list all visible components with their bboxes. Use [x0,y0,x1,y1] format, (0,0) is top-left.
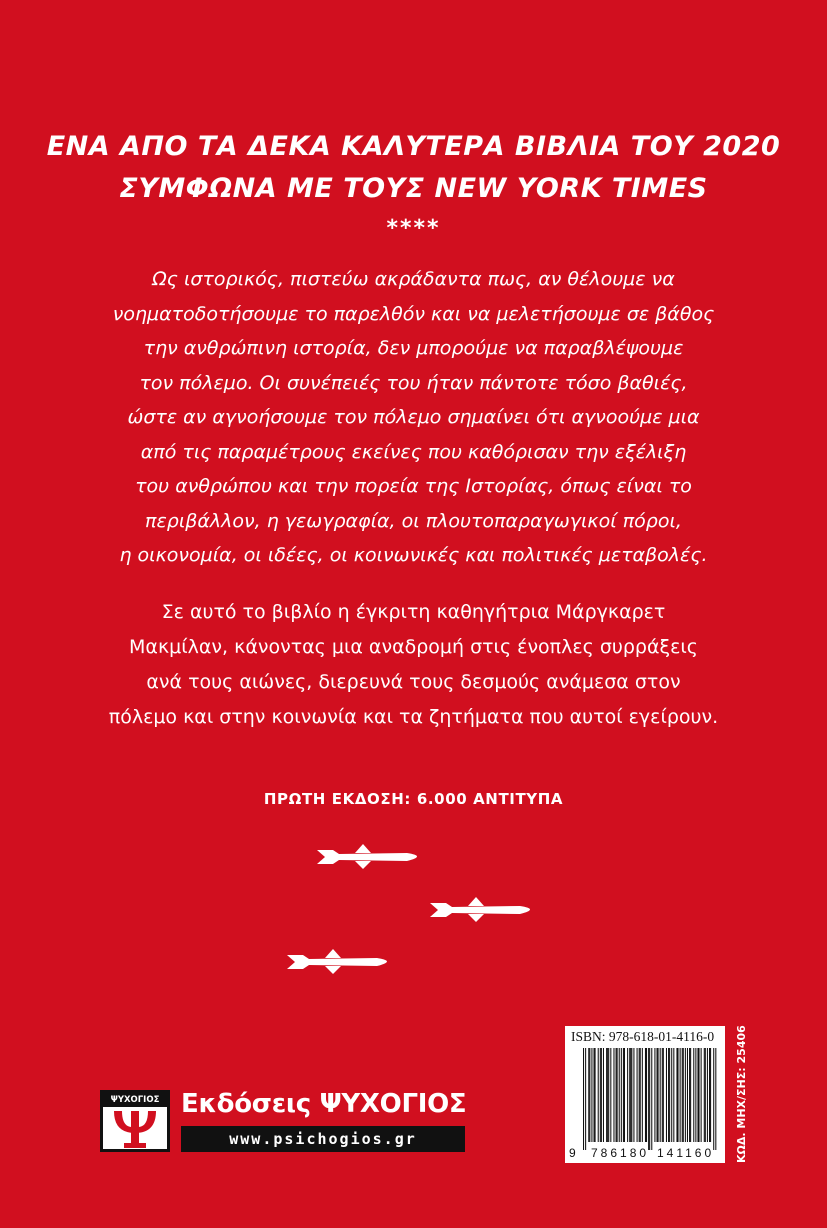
barcode-bar [633,1048,634,1142]
description-line: ανά τους αιώνες, διερευνά τους δεσμούς ανάμεσα στον [146,671,681,693]
quote-line: του ανθρώπου και την πορεία της Ιστορίας, όπως είναι το [135,475,692,497]
barcode-bar [713,1048,714,1150]
barcode-bar [646,1048,647,1142]
missile-icon [315,840,430,872]
barcode-bar [682,1048,683,1142]
description-line: Σε αυτό το βιβλίο η έγκριτη καθηγήτρια Μάργκαρετ [161,601,666,623]
barcode-bar [639,1048,640,1142]
barcode-bar [598,1048,599,1142]
barcode-bar [663,1048,664,1142]
barcode-bar [701,1048,702,1142]
barcode-bar [637,1048,638,1142]
barcode-bar [595,1048,596,1142]
author-quote [60,262,767,573]
missile-icon [428,893,543,925]
barcode-bar [640,1048,641,1142]
barcode-bar [678,1048,679,1142]
barcode-bar [648,1048,649,1150]
barcode-bar [631,1048,632,1142]
isbn-label: ISBN: 978-618-01-4116-0 [571,1029,715,1044]
barcode-bar [630,1048,631,1142]
barcode-bar [690,1048,691,1142]
barcode-bar [683,1048,684,1142]
barcode-bar [676,1048,677,1142]
logo-text: ΨΥΧΟΓΙΟΣ [103,1093,167,1107]
barcode-bar [624,1048,625,1142]
barcode-bar [673,1048,674,1142]
barcode-bar [600,1048,601,1142]
barcode-bar [583,1048,584,1150]
quote-line: περιβάλλον, η γεωγραφία, οι πλουτοπαραγωγικοί πόροι, [145,509,682,532]
barcode-bar [662,1048,663,1142]
barcode-bar [689,1048,690,1142]
barcode-bar [710,1048,711,1142]
barcode-bar [709,1048,710,1142]
barcode-bar [697,1048,698,1142]
barcode-bar [610,1048,611,1142]
barcode-bar [657,1048,658,1142]
barcode-bar [705,1048,706,1142]
barcode-left-group: 786180 [591,1146,650,1160]
publisher-name: Εκδόσεις ΨΥΧΟΓΙΟΣ [181,1089,467,1119]
psi-logo-icon [110,1107,160,1149]
barcode-bar [619,1048,620,1142]
barcode-bar [603,1048,604,1142]
barcode-first-digit: 9 [569,1146,576,1160]
barcode-bar [613,1048,614,1142]
barcode-bar [715,1048,716,1150]
barcode-bar [588,1048,589,1142]
barcode-bar [642,1048,643,1142]
barcode-bar [699,1048,700,1142]
barcode-bar [671,1048,672,1142]
quote-line: η οικονομία, οι ιδέες, οι κοινωνικές και πολιτικές μεταβολές. [119,544,708,566]
description-line: πόλεμο και στην κοινωνία και τα ζητήματα που αυτοί εγείρουν. [108,706,719,728]
headline-line-1: ΕΝΑ ΑΠΟ ΤΑ ΔΕΚΑ ΚΑΛΥΤΕΡΑ ΒΙΒΛΙΑ ΤΟΥ 2020 [46,131,781,162]
barcode-bar [707,1048,708,1142]
barcode-bar [668,1048,669,1142]
barcode-bar [654,1048,655,1142]
barcode-bar [623,1048,624,1142]
product-code: ΚΩΔ. ΜΗΧ/ΣΗΣ: 25406 [735,1025,748,1163]
barcode-bar [607,1048,608,1142]
quote-line: νοηματοδοτήσουμε το παρελθόν και να μελετήσουμε σε βάθος [112,302,715,325]
barcode-bar [589,1048,590,1142]
headline [0,126,827,210]
barcode-bar [669,1048,670,1142]
book-description [60,595,767,735]
quote-line: τον πόλεμο. Οι συνέπειές του ήταν πάντοτε τόσο βαθιές, [139,371,688,394]
barcode-bar [693,1048,694,1142]
barcode-bar [627,1048,628,1142]
barcode-bar [608,1048,609,1142]
description-line: Μακμίλαν, κάνοντας μια αναδρομή στις ένοπλες συρράξεις [129,636,698,658]
barcode-bar [629,1048,630,1142]
website-bar [181,1126,465,1152]
barcode-bar [704,1048,705,1142]
barcode-bar [666,1048,667,1142]
barcode-right-group: 141160 [657,1146,715,1160]
barcode-bar [606,1048,607,1142]
edition-note: ΠΡΩΤΗ ΕΚΔΟΣΗ: 6.000 ΑΝΤΙΤΥΠΑ [263,790,564,808]
barcode-bar [645,1048,646,1142]
barcode-bar [594,1048,595,1142]
barcode-bar [621,1048,622,1142]
barcode-bar [680,1048,681,1142]
barcode-bar [591,1048,592,1142]
barcode [565,1026,725,1163]
decorative-stars: **** [386,216,441,241]
barcode-bar [658,1048,659,1142]
quote-line: Ως ιστορικός, πιστεύω ακράδαντα πως, αν θέλουμε να [152,268,675,290]
barcode-bar [695,1048,696,1142]
barcode-bar [660,1048,661,1142]
barcode-bar [601,1048,602,1142]
quote-line: από τις παραμέτρους εκείνες που καθόρισαν την εξέλιξη [140,440,687,463]
missile-icon [285,945,400,977]
quote-line: την ανθρώπινη ιστορία, δεν μπορούμε να παραβλέψουμε [143,337,684,359]
barcode-bar [651,1048,652,1150]
barcode-bar [617,1048,618,1142]
barcode-bar [685,1048,686,1142]
quote-line: ώστε αν αγνοήσουμε τον πόλεμο σημαίνει ότι αγνοούμε μια [127,406,700,428]
barcode-bar [687,1048,688,1142]
publisher-logo [100,1090,170,1152]
barcode-bar [649,1048,650,1150]
barcode-bars [583,1048,717,1150]
barcode-bar [616,1048,617,1142]
website-link[interactable]: www.psichogios.gr [229,1130,417,1148]
headline-line-2: ΣΥΜΦΩΝΑ ΜΕ ΤΟΥΣ NEW YORK TIMES [119,173,708,204]
barcode-bar [585,1048,586,1150]
